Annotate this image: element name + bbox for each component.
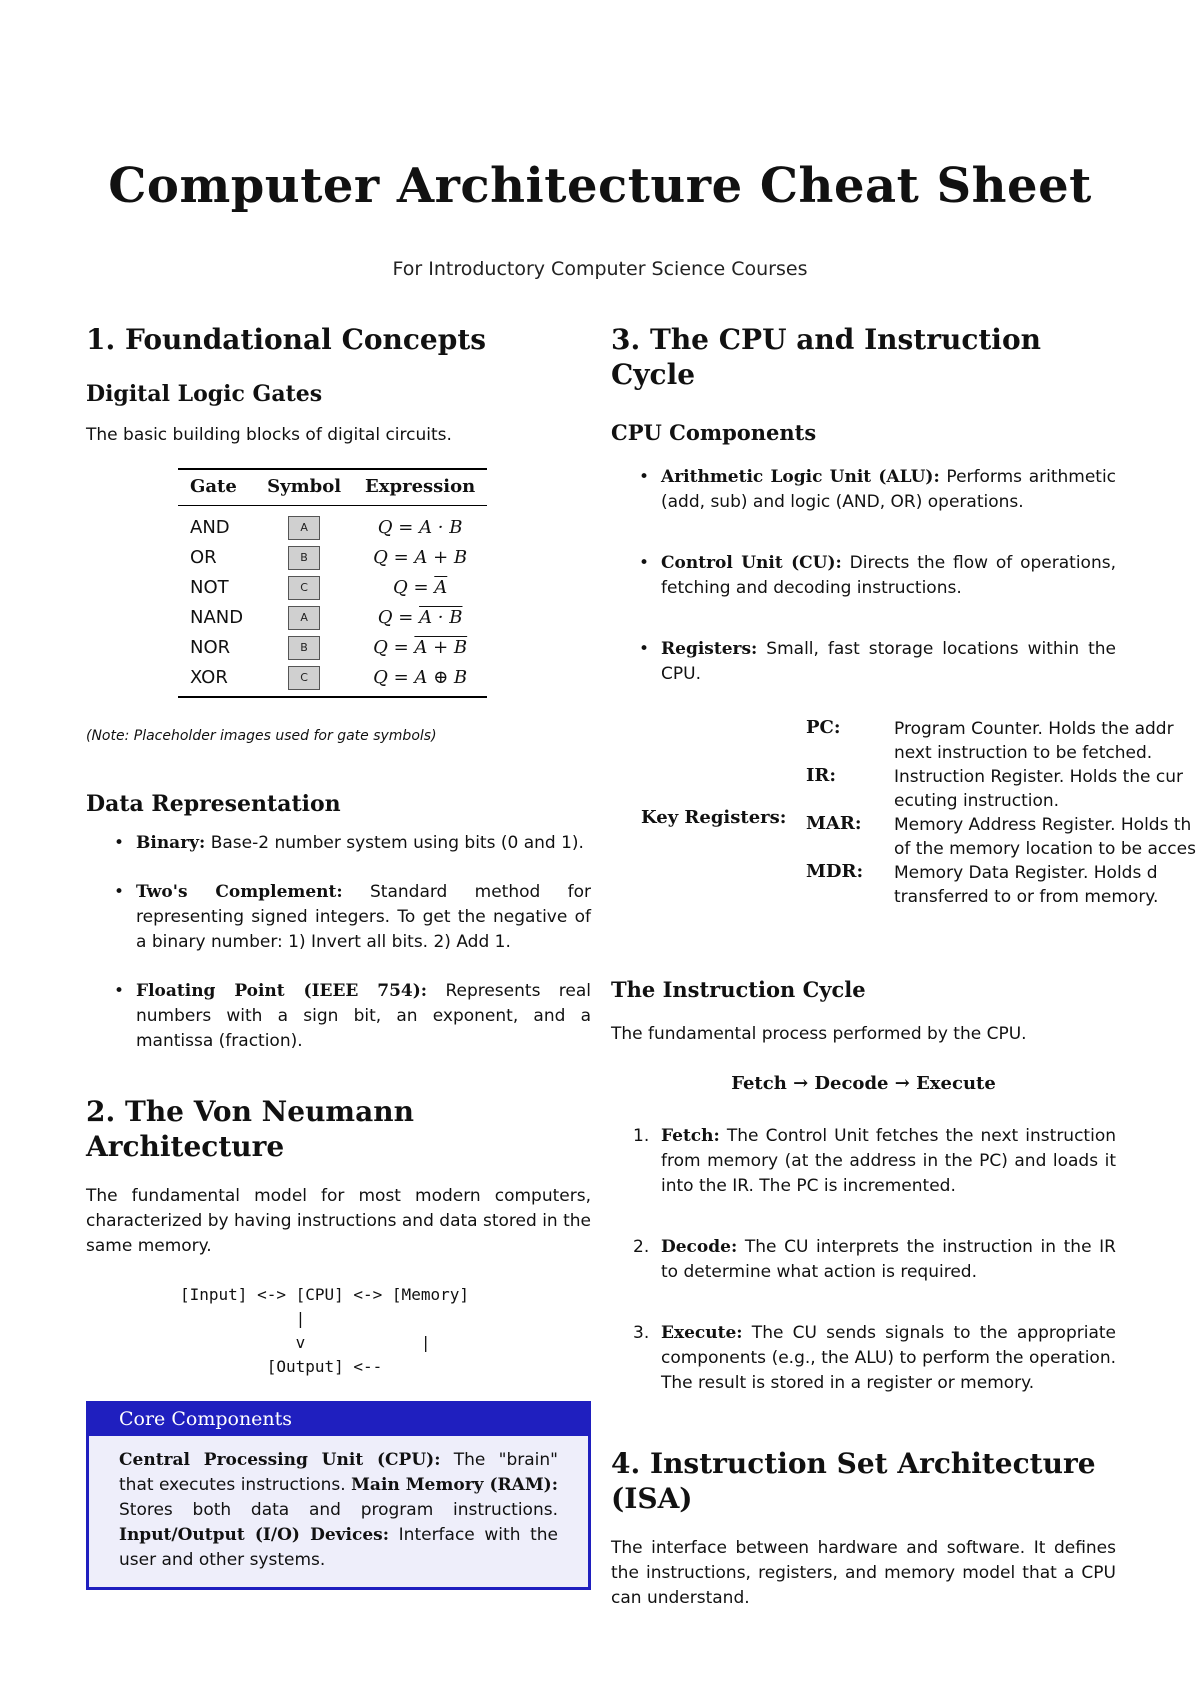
- gate-symbol-note: (Note: Placeholder images used for gate symbols): [86, 728, 437, 744]
- data-representation-heading: Data Representation: [86, 791, 341, 817]
- table-row: [178, 542, 487, 572]
- column-header-expression: Expression: [353, 469, 487, 506]
- gate-name: XOR: [178, 662, 255, 697]
- register-abbr: IR:: [806, 765, 837, 786]
- section-2-heading: 2. The Von Neumann Architecture: [86, 1095, 414, 1163]
- key-registers-label: Key Registers:: [641, 807, 787, 828]
- register-abbr: PC:: [806, 717, 841, 738]
- page-subtitle: For Introductory Computer Science Courses: [392, 258, 808, 280]
- column-header-symbol: Symbol: [255, 469, 353, 506]
- table-header-row: [178, 469, 487, 506]
- logic-gates-table: [178, 468, 487, 698]
- gate-name: NAND: [190, 606, 244, 628]
- logic-gates-heading: Digital Logic Gates: [86, 381, 323, 407]
- table-row: [178, 632, 487, 662]
- list-item: • Control Unit (CU): Directs the flow of operations, fetching and decoding instructions.: [661, 551, 1116, 601]
- gate-name: OR: [190, 546, 217, 568]
- gate-expression: Q = A + B: [373, 546, 468, 568]
- table-row: [178, 572, 487, 602]
- data-representation-list: [86, 831, 591, 1054]
- register-desc: Memory Address Register. Holds th of the memory location to be acces: [894, 815, 1196, 859]
- register-abbr: MDR:: [806, 861, 864, 882]
- list-item: • Two's Complement: Standard method for representing signed integers. To get the negative of a binary number: 1) Invert all bits. 2) Add 1.: [136, 880, 591, 955]
- section-3-heading: 3. The CPU and Instruction Cycle: [611, 323, 1041, 391]
- section-1-heading: 1. Foundational Concepts: [86, 323, 487, 356]
- gate-expression: Q = A ⊕ B: [353, 662, 487, 697]
- core-components-box: [86, 1401, 591, 1590]
- right-column: [611, 322, 1196, 1611]
- register-desc: Instruction Register. Holds the cur ecuting instruction.: [894, 767, 1183, 811]
- instruction-cycle-heading: The Instruction Cycle: [611, 977, 866, 1002]
- register-desc: Memory Data Register. Holds d transferred to or from memory.: [894, 863, 1159, 907]
- gate-symbol-placeholder: B: [288, 636, 320, 660]
- left-column: [86, 322, 591, 1590]
- gate-symbol-placeholder: A: [288, 606, 320, 630]
- cpu-components-list: [611, 465, 1116, 687]
- register-abbr: MAR:: [806, 813, 862, 834]
- section-4-heading: 4. Instruction Set Architecture (ISA): [611, 1447, 1096, 1515]
- page-title: Computer Architecture Cheat Sheet: [108, 158, 1092, 214]
- von-neumann-intro: The fundamental model for most modern computers, characterized by having instructions and data stored in the same memory.: [86, 1186, 591, 1256]
- core-components-title: Core Components: [89, 1404, 588, 1436]
- gate-symbol-placeholder: C: [288, 576, 320, 600]
- gate-symbol-placeholder: B: [288, 546, 320, 570]
- gate-name: NOR: [190, 636, 231, 658]
- table-row: [178, 662, 487, 697]
- isa-intro: The interface between hardware and software. It defines the instructions, registers, and memory model that a CPU can understand.: [611, 1538, 1116, 1608]
- logic-gates-intro: The basic building blocks of digital circuits.: [86, 425, 452, 445]
- von-neumann-diagram: [Input] <-> [CPU] <-> [Memory] | v | [Output] <--: [180, 1285, 469, 1376]
- cpu-components-heading: CPU Components: [611, 420, 817, 445]
- table-row: [178, 602, 487, 632]
- instruction-cycle-flow: Fetch → Decode → Execute: [731, 1073, 996, 1094]
- gate-expression: Q = A · B: [377, 606, 463, 628]
- key-registers: [611, 717, 1196, 917]
- gate-name: AND: [190, 516, 230, 538]
- gate-symbol-placeholder: C: [288, 666, 320, 690]
- instruction-cycle-steps: [611, 1124, 1116, 1396]
- column-header-gate: Gate: [178, 469, 255, 506]
- list-item: 2. Decode: The CU interprets the instruction in the IR to determine what action is required.: [633, 1237, 1116, 1282]
- list-item: • Binary: Base-2 number system using bits (0 and 1).: [136, 831, 591, 856]
- register-desc: Program Counter. Holds the addr next instruction to be fetched.: [894, 719, 1174, 763]
- gate-expression: $Q = \overline{A}$: [392, 576, 448, 598]
- list-item: • Floating Point (IEEE 754): Represents real numbers with a sign bit, an exponent, and a mantissa (fraction).: [136, 979, 591, 1054]
- table-row: [178, 506, 487, 543]
- list-item: 1. Fetch: The Control Unit fetches the next instruction from memory (at the address in the PC) and loads it into the IR. The PC is incremented.: [633, 1126, 1116, 1196]
- gate-name: NOT: [190, 576, 229, 598]
- list-item: • Arithmetic Logic Unit (ALU): Performs arithmetic (add, sub) and logic (AND, OR) operations.: [661, 465, 1116, 515]
- gate-expression: Q = A · B: [377, 516, 463, 538]
- list-item: • Registers: Small, fast storage locations within the CPU.: [661, 637, 1116, 687]
- gate-expression: Q = A + B: [373, 636, 468, 658]
- core-components-body: Central Processing Unit (CPU): The "brain" that executes instructions. Main Memory (RAM): Stores both data and program instructions. Input/Output (I/O) Devices: Interface with the user and other systems.: [89, 1436, 588, 1587]
- instruction-cycle-intro: The fundamental process performed by the CPU.: [611, 1024, 1027, 1044]
- gate-symbol-placeholder: A: [288, 516, 320, 540]
- list-item: 3. Execute: The CU sends signals to the appropriate components (e.g., the ALU) to perform the operation. The result is stored in a register or memory.: [633, 1323, 1116, 1393]
